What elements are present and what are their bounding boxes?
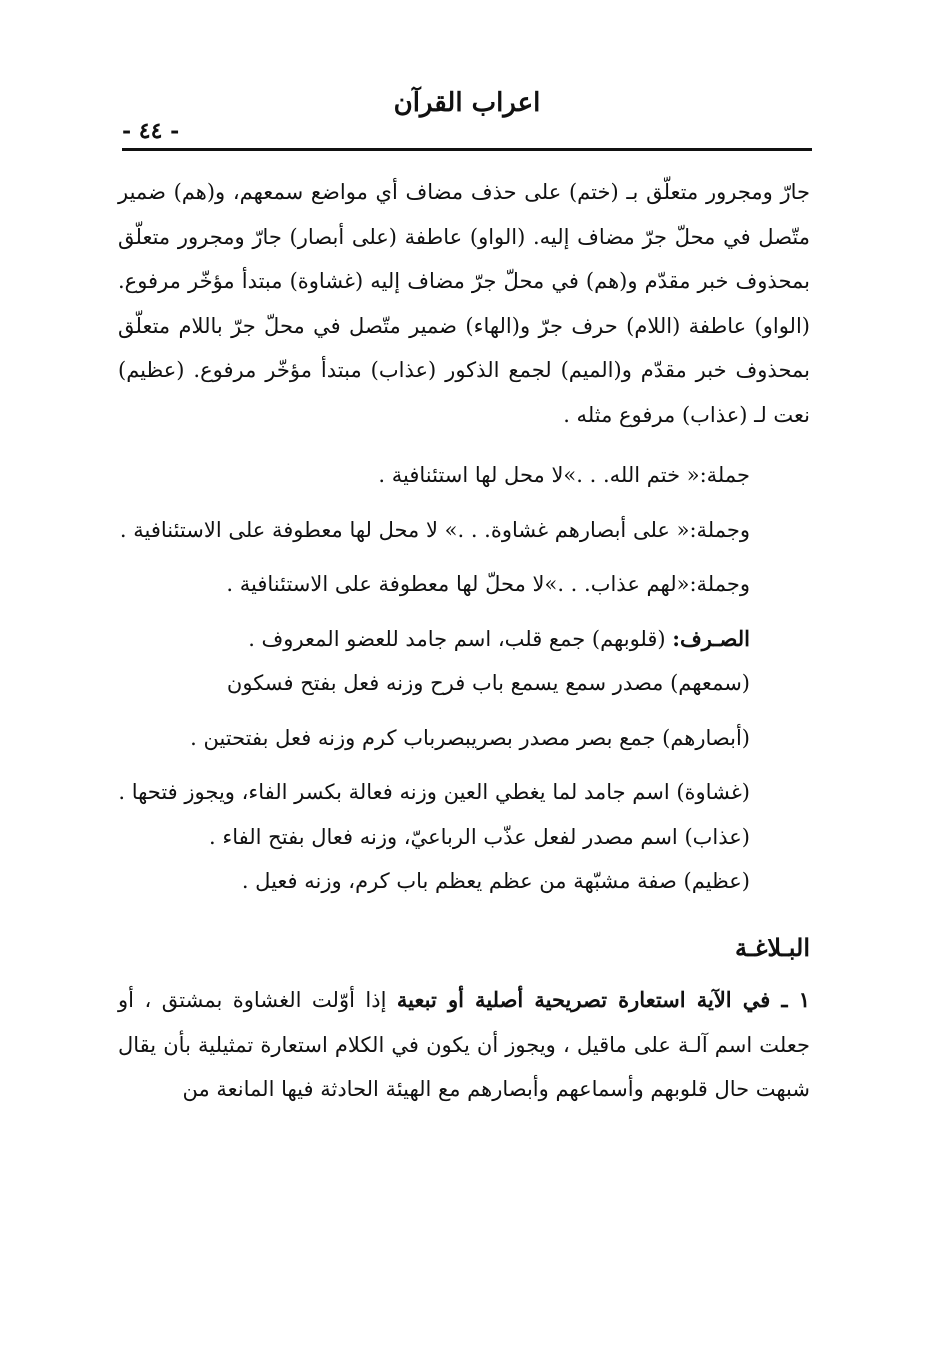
- paragraph-sarf-5: (عذاب) اسم مصدر لفعل عذّب الرباعيّ، وزنه فعال بفتح الفاء .: [209, 824, 750, 849]
- paragraph-jumla-3: وجملة:«لهم عذاب. . .»لا محلّ لها معطوفة على الاستئنافية .: [226, 572, 750, 596]
- header-rule: [122, 148, 812, 151]
- page-body: [118, 170, 810, 1112]
- page-header: [122, 88, 812, 152]
- paragraph-jumla-1: جملة:« ختم الله. . .»لا محل لها استئنافية .: [378, 463, 750, 487]
- paragraph-jumla-2: وجملة:« على أبصارهم غشاوة. . .» لا محل لها معطوفة على الاستئنافية .: [119, 517, 750, 542]
- paragraph-sarf-1: [118, 617, 810, 662]
- paragraph-balagha: [118, 978, 810, 1112]
- paragraph-irab: جارّ ومجرور متعلّق بـ (ختم) على حذف مضاف أي مواضع سمعهم، و(هم) ضمير متّصل في محلّ جرّ مضاف إليه. (الواو) عاطفة (على أبصار) جارّ ومجرور متعلّق بمحذوف خبر مقدّم و(هم) في محلّ جرّ مضاف إليه (غشاوة) مبتدأ مؤخّر مرفوع. (الواو) عاطفة (اللام) حرف جرّ و(الهاء) ضمير متّصل في محلّ جرّ باللام متعلّق بمحذوف خبر مقدّم و(الميم) لجمع الذكور (عذاب) مبتدأ مؤخّر مرفوع. (عظيم) نعت لـ (عذاب) مرفوع مثله .: [118, 180, 810, 427]
- page-number: - ٤٤ -: [122, 118, 180, 144]
- balagha-text: إذا أوّلت الغشاوة بمشتق ، أو جعلت اسم آلـة على ماقيل ، ويجوز أن يكون في الكلام استعارة تمثيلية بأن يقال شبهت حال قلوبهم وأسماعهم وأبصارهم مع الهيئة الحادثة فيها المانعة من: [118, 988, 810, 1101]
- sarf-label: الصـرف:: [672, 625, 750, 651]
- running-title: اعراب القرآن: [393, 88, 541, 118]
- balagha-heading: البـلاغـة: [734, 932, 810, 962]
- paragraph-sarf-2: (سمعهم) مصدر سمع يسمع باب فرح وزنه فعل بفتح فسكون: [226, 671, 750, 695]
- balagha-lead: ١ ـ في الآية استعارة تصريحية أصلية أو تبعية: [396, 987, 810, 1012]
- paragraph-sarf-6: (عظيم) صفة مشبّهة من عظم يعظم باب كرم، وزنه فعيل .: [241, 869, 750, 893]
- paragraph-sarf-3: (أبصارهم) جمع بصر مصدر بصريبصرباب كرم وزنه فعل بفتحتين .: [190, 725, 750, 750]
- sarf-text-1: (قلوبهم) جمع قلب، اسم جامد للعضو المعروف .: [248, 626, 673, 651]
- paragraph-sarf-4: (غشاوة) اسم جامد لما يغطي العين وزنه فعالة بكسر الفاء، ويجوز فتحها .: [118, 780, 750, 804]
